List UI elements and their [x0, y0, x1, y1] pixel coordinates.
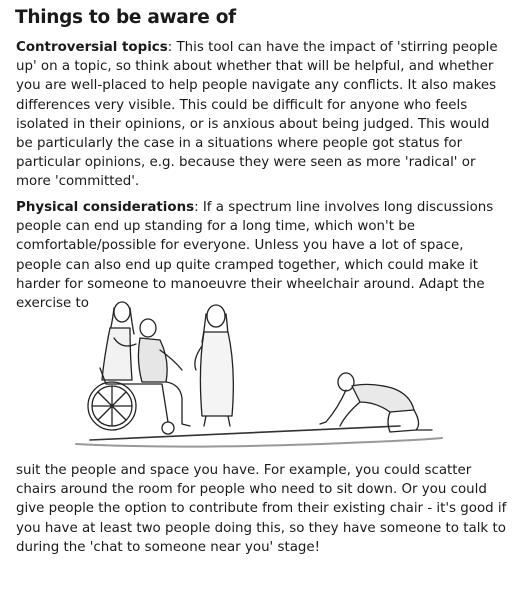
page-heading: Things to be aware of — [15, 7, 236, 28]
wheelchair-user-figure — [88, 319, 190, 434]
paragraph-physical-considerations — [16, 198, 510, 313]
standing-person-figure — [195, 305, 233, 426]
standing-woman-figure — [102, 302, 136, 380]
controversial-topics-label: Controversial topics — [16, 40, 168, 55]
paragraph-controversial-topics — [16, 38, 510, 192]
physical-considerations-body: : If a spectrum line involves long discussions people can end up standing for a long time, which won't be comfortable/possible for everyone. Unless you have a lot of space, people can also end up quite cramped together, which could make it harder for someone to manoeuvre their wheelchair around. Adapt the exercise to — [16, 200, 494, 312]
kneeling-person-figure — [320, 373, 432, 432]
paragraph-physical-considerations-continued: suit the people and space you have. For example, you could scatter chairs around the room for people who need to sit down. Or you could give people the option to contribute from their existing chair - it's good if you have at least two people doing this, so they have someone to talk to during the 'chat to someone near you' stage! — [16, 463, 507, 555]
spectrum-line-illustration — [70, 298, 450, 458]
controversial-topics-body: : This tool can have the impact of 'stirring people up' on a topic, so think about whether that will be helpful, and whether you are well-placed to help people navigate any conflicts. It also makes differences very visible. This could be difficult for anyone who feels isolated in their opinions, or is anxious about being judged. This would be particularly the case in a situations where people got status for particular opinions, e.g. because they were seen as more 'radical' or more 'committed'. — [16, 40, 498, 190]
physical-considerations-label: Physical considerations — [16, 200, 195, 215]
